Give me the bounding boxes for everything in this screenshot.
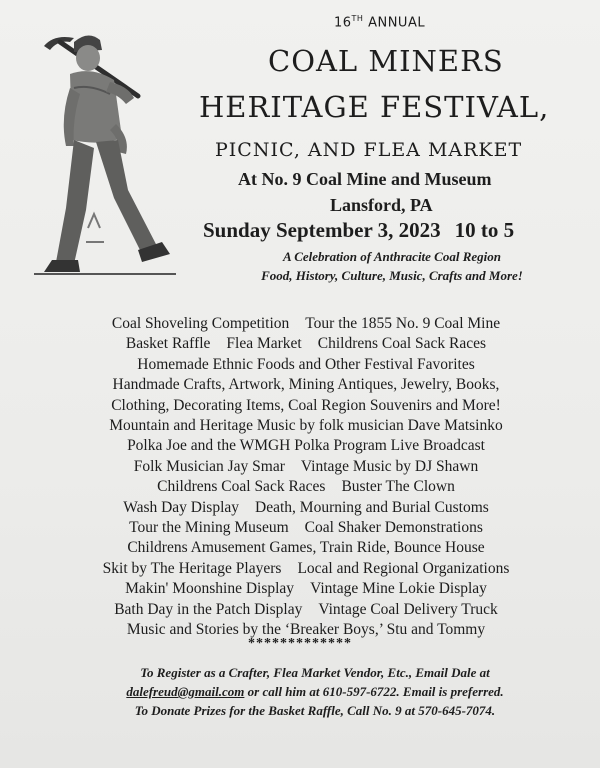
activity-line	[40, 498, 572, 518]
activity-item: Vintage Music by DJ Shawn	[300, 457, 479, 475]
activity-line	[40, 396, 572, 416]
town: Lansford, PA	[330, 195, 433, 215]
activity-item: Handmade Crafts, Artwork, Mining Antiques, Jewelry, Books,	[112, 376, 500, 394]
footer-line-2: dalefreud@gmail.com or call him at 610-597-6722. Email is preferred.	[126, 684, 504, 699]
title-line-2: HERITAGE FESTIVAL,	[199, 90, 550, 124]
activity-item: Bath Day in the Patch Display	[114, 600, 303, 618]
activity-line	[40, 538, 572, 558]
activity-item: Tour the 1855 No. 9 Coal Mine	[305, 315, 501, 332]
activity-line	[40, 559, 572, 579]
activity-item: Polka Joe and the WMGH Polka Program Live Broadcast	[127, 437, 485, 455]
date-and-time	[203, 218, 514, 243]
activity-item: Vintage Coal Delivery Truck	[318, 600, 498, 618]
activity-item: Music and Stories by the ‘Breaker Boys,’ Stu and Tommy	[126, 621, 486, 639]
activity-line	[40, 355, 572, 375]
tagline-line-2: Food, History, Culture, Music, Crafts and More!	[261, 268, 523, 283]
activity-item: Childrens Amusement Games, Train Ride, Bounce House	[127, 539, 485, 557]
separator: *************	[248, 636, 352, 651]
activity-item: Mountain and Heritage Music by folk musician Dave Matsinko	[109, 417, 503, 435]
activity-line	[40, 600, 572, 620]
coal-miner-statue-icon	[30, 28, 180, 278]
activity-item: Folk Musician Jay Smar	[133, 457, 285, 475]
activity-item: Childrens Coal Sack Races	[157, 478, 326, 496]
activity-item: Buster The Clown	[341, 478, 455, 496]
activity-line	[40, 314, 572, 334]
activity-line	[40, 477, 572, 497]
activity-line	[40, 375, 572, 395]
activity-line	[40, 436, 572, 456]
activity-item: Clothing, Decorating Items, Coal Region Souvenirs and More!	[111, 396, 501, 414]
activity-item: Childrens Coal Sack Races	[317, 335, 487, 353]
activity-item: Flea Market	[226, 335, 302, 353]
activities-list	[40, 314, 572, 641]
activity-line	[40, 457, 572, 477]
footer-line-1: To Register as a Crafter, Flea Market Vendor, Etc., Email Dale at	[140, 665, 490, 680]
activity-item: Tour the Mining Museum	[129, 519, 289, 537]
email-link[interactable]: dalefreud@gmail.com	[126, 684, 245, 699]
tagline-line-1: A Celebration of Anthracite Coal Region	[282, 249, 502, 264]
venue: At No. 9 Coal Mine and Museum	[238, 169, 492, 189]
registration-info	[40, 663, 590, 720]
activity-item: Skit by The Heritage Players	[102, 559, 282, 577]
activity-item: Basket Raffle	[125, 335, 211, 353]
activity-item: Makin' Moonshine Display	[125, 580, 295, 598]
activity-line	[40, 334, 572, 354]
activity-item: Local and Regional Organizations	[297, 559, 510, 577]
activity-item: Vintage Mine Lokie Display	[310, 580, 487, 598]
title-line-1: COAL MINERS	[268, 44, 504, 78]
activity-item: Wash Day Display	[123, 498, 240, 516]
activity-line	[40, 579, 572, 599]
title-line-3: PICNIC, AND FLEA MARKET	[215, 139, 523, 161]
footer-line-3: To Donate Prizes for the Basket Raffle, Call No. 9 at 570-645-7074.	[134, 703, 496, 718]
activity-item: Death, Mourning and Burial Customs	[255, 498, 489, 516]
activity-item: Coal Shaker Demonstrations	[304, 519, 483, 537]
event-time: 10 to 5	[454, 218, 515, 242]
activity-line	[40, 518, 572, 538]
event-date: Sunday September 3, 2023	[203, 218, 441, 242]
activity-item: Coal Shoveling Competition	[111, 315, 290, 332]
activity-item: Homemade Ethnic Foods and Other Festival Favorites	[137, 355, 475, 373]
celebration-tagline	[232, 247, 552, 285]
activity-line	[40, 416, 572, 436]
edition-label: 16TH ANNUAL	[334, 14, 426, 31]
